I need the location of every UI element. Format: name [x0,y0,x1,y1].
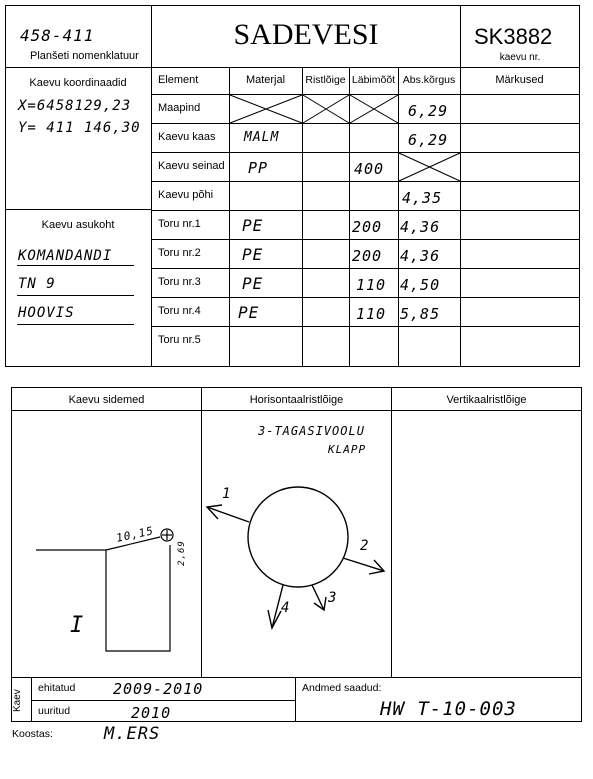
location-label: Kaevu asukoht [41,219,115,231]
note-line: KLAPP [328,443,367,456]
column-header: Materjal [245,74,286,86]
plan-number: 458-411 [20,26,95,45]
cell-material: PE [242,216,264,235]
cell-elevation: 6,29 [408,102,449,120]
source-label: Andmed saadud: [302,682,382,694]
cell-diameter: 110 [356,276,387,294]
well-id-label: kaevu nr. [499,52,541,63]
coordinate-y: Y= 411 146,30 [18,120,141,136]
source-value: HW T-10-003 [380,698,517,720]
built-value: 2009-2010 [113,680,204,698]
row-element: Toru nr.1 [158,218,201,230]
dimension-long: 10,15 [115,524,156,545]
cell-material: PE [242,274,264,293]
cell-material: MALM [244,130,280,145]
location-line: HOOVIS [18,305,75,321]
location-line: KOMANDANDI [18,248,113,264]
page-title: SADEVESI [233,18,379,51]
row-element: Kaevu kaas [158,131,216,143]
built-label: ehitatud [38,682,76,694]
cell-material: PE [242,245,264,264]
plan-label: Planšeti nomenklatuur [30,50,139,62]
horizontal-section-heading: Horisontaalristlõige [249,394,344,406]
row-element: Maapind [158,102,201,114]
row-element: Toru nr.5 [158,334,201,346]
row-element: Kaevu seinad [158,160,225,172]
pipe-label: 1 [222,486,232,502]
well-id: SK3882 [474,24,553,49]
cell-elevation: 4,36 [400,247,441,265]
row-element: Toru nr.3 [158,276,201,288]
cell-elevation: 5,85 [400,305,441,323]
row-element: Kaevu põhi [158,189,214,201]
dimension-short: 2,69 [176,540,187,566]
side-label: Kaev [12,689,23,712]
cell-diameter: 200 [352,247,383,265]
cell-diameter: 400 [354,160,385,178]
vertical-section-heading: Vertikaalristlõige [446,394,527,406]
cell-elevation: 4,36 [400,218,441,236]
column-header: Märkused [495,74,544,86]
cell-elevation: 4,50 [400,276,441,294]
cell-material: PP [248,159,269,177]
cell-elevation: 4,35 [402,189,443,207]
pipe-label: 2 [360,538,370,554]
row-element: Toru nr.4 [158,305,201,317]
coordinates-label: Kaevu koordinaadid [29,77,127,89]
cell-elevation: 6,29 [408,131,449,149]
manhole-circle [248,487,348,587]
column-header: Läbimõõt [351,74,396,86]
checked-value: 2010 [131,704,172,722]
author-value: M.ERS [104,724,161,744]
checked-label: uuritud [38,705,71,717]
column-header: Element [158,74,199,86]
connections-heading: Kaevu sidemed [68,394,145,406]
coordinate-x: X=6458129,23 [18,98,132,114]
building-mark: I [70,613,85,638]
pipe-label: 4 [281,600,291,616]
cell-material: PE [238,303,260,322]
note-line: 3-TAGASIVOOLU [258,424,365,438]
column-header: Abs.kõrgus [402,74,456,86]
cell-diameter: 110 [356,305,387,323]
row-element: Toru nr.2 [158,247,201,259]
pipe-label: 3 [328,590,338,606]
cell-diameter: 200 [352,218,383,236]
location-line: TN 9 [18,276,56,292]
column-header: Ristlõige [305,74,346,86]
author-label: Koostas: [12,728,53,740]
